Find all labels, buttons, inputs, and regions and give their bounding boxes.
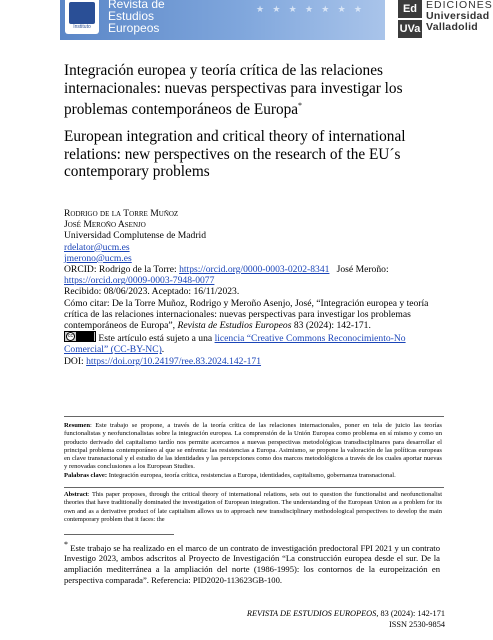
email-1-link[interactable]: rdelator@ucm.es — [64, 241, 130, 253]
resumen-label: Resumen — [64, 422, 91, 429]
institute-logo — [65, 0, 99, 34]
abstract — [64, 491, 442, 524]
uva-publisher-name — [426, 0, 493, 33]
eu-stars-decoration: ★ ★ ★ ★ ★ ★ ★ — [256, 4, 365, 14]
uva-logo-uva: UVa — [398, 20, 422, 38]
page-footer — [190, 609, 445, 630]
title-spanish — [64, 62, 434, 119]
orcid-link-2[interactable]: https://orcid.org/0009-0003-7948-0077 — [64, 275, 215, 287]
title-english: European integration and critical theory of international relations: new perspectives on the research of the EU´s contemporary problems — [64, 128, 406, 180]
dates: Recibido: 08/06/2023. Aceptado: 16/11/2023. — [64, 286, 240, 298]
footnote-mark: * — [64, 540, 68, 549]
resumen — [64, 422, 442, 480]
orcid-link-1[interactable]: https://orcid.org/0000-0003-0202-8341 — [179, 264, 330, 276]
footnote-divider — [64, 534, 174, 535]
footnote — [64, 540, 440, 585]
email-2-link[interactable]: jmerono@ucm.es — [64, 252, 132, 264]
keywords: Integración europea, teoría crítica, resistencias a Europa, identidades, capitalismo, gobernanza transnacional. — [107, 471, 396, 479]
footer-issn: ISSN 2530-9854 — [388, 619, 445, 629]
divider-middle — [64, 487, 444, 488]
resumen-text: : Este trabajo se propone, a través de la teoría crítica de las relaciones internacionales, poner en tela de juicio las teorías funcionalistas y neofuncionalistas sobre la integración europea. La comprensión de la Unión Europea como problema en sí mismo y como un producto derivado del capitalismo tardío nos permite acercarnos a nuevas perspectivas metodológicas transdisciplinares para desarrollar el principal problema contemporáneo al que se enfrenta: las resistencias a Europa. Asimismo, se propone la valoración de las políticas europeas en clave transnacional y el estudio de las identidades y las percepciones como dos marcos metodológicos a través de los cuales aportar nuevas y renovadas conclusiones a los European Studies. — [64, 422, 442, 471]
license-line — [64, 331, 439, 355]
author-1: Rodrigo de la Torre Muñoz — [64, 208, 179, 219]
orcid-label: ORCID: Rodrigo de la Torre: — [64, 264, 180, 276]
keywords-label: Palabras clave: — [64, 471, 108, 479]
footer-issue: , 83 (2024): 142-171 — [376, 609, 445, 618]
footnote-text: Este trabajo se ha realizado en el marco de un contrato de investigación predoctoral FPI 2021 y un contrato Investigo 2023, ambos adscritos al Proyecto de Investigación “La construcción europea desde el sur. De la ampliación mediterránea a la ampliación del norte (1986-1995): los contornos de la europeización en perspectiva comparada”. Referencia: PID2020-113623GB-100. — [64, 542, 440, 585]
doi-line — [64, 356, 439, 367]
citation-journal: Revista de Estudios Europeos — [177, 320, 292, 332]
author-2: José Meroño Asenjo — [64, 219, 146, 231]
license-text: Este artículo está sujeto a una — [98, 333, 215, 345]
footer-journal: REVISTA DE ESTUDIOS EUROPEOS — [246, 609, 377, 618]
doi-link[interactable]: https://doi.org/10.24197/ree.83.2024.142-171 — [86, 355, 262, 367]
orcid-mid: José Meroño: — [336, 264, 389, 276]
cc-license-icon[interactable] — [64, 331, 96, 342]
title-footnote-mark[interactable]: * — [298, 101, 303, 110]
author-block — [64, 208, 439, 367]
uva-logo-ed: Ed — [398, 0, 422, 18]
logo-emblem — [69, 2, 95, 24]
citation-text: Cómo citar: De la Torre Muñoz, Rodrigo y Meroño Asenjo, José, “Integración europea y teoría crítica de las relaciones internacionales: nuevas perspectivas para investigar los problemas contemporáneos de Europa”, — [64, 297, 429, 332]
abstract-label: Abstract — [64, 491, 88, 498]
title-spanish-text: Integración europea y teoría crítica de las relaciones internacionales: nuevas perspectivas para investigar los problemas contemporáneos de Europa — [64, 62, 403, 119]
journal-line-1: Revista de — [108, 0, 165, 11]
uva-line-3: Valladolid — [426, 21, 479, 33]
footer-citation — [190, 609, 445, 620]
logo-text: Instituto — [73, 24, 91, 30]
cc-badge-text: cc — [68, 333, 73, 340]
citation-tail: 83 (2024): 142-171. — [291, 320, 371, 332]
license-end: . — [161, 344, 165, 356]
doi-label: DOI: — [64, 355, 87, 367]
affiliation: Universidad Complutense de Madrid — [64, 230, 207, 242]
uva-line-1: EDICIONES — [426, 0, 493, 11]
journal-line-2: Estudios — [108, 9, 155, 23]
orcid-line — [64, 264, 439, 286]
uva-line-2: Universidad — [426, 10, 490, 22]
divider-top — [64, 416, 444, 417]
license-link[interactable]: licencia “Creative Commons Reconocimiento-No Comercial” (CC-BY-NC) — [64, 333, 406, 356]
citation — [64, 298, 439, 332]
abstract-text: : This paper proposes, through the critical theory of international relations, sets out to question the functionalist and neofunctionalist theories that have traditionally dominated the investigation of European integration. The understanding of the European Union as a problem for its own and as a derivative product of late capitalism allows us to approach new transdisciplinary methodological perspectives to develop the main contemporary problem that it faces: the — [64, 491, 442, 523]
journal-line-3: Europeos — [108, 21, 160, 35]
journal-name — [108, 0, 165, 34]
